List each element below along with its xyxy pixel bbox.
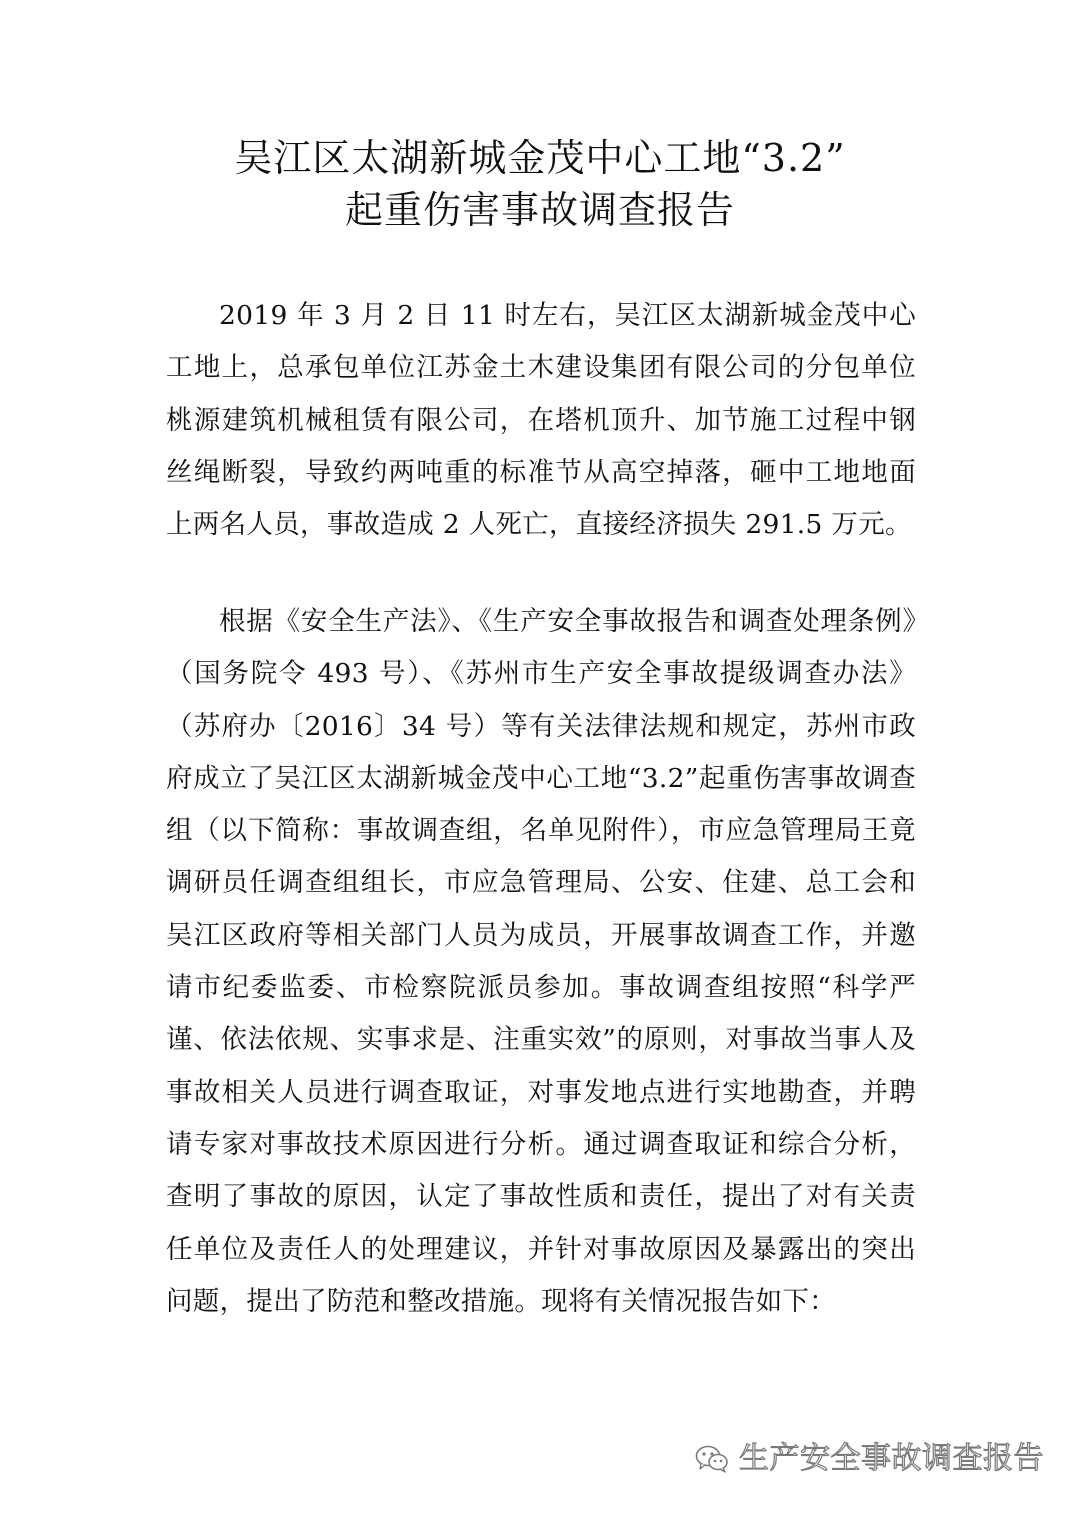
report-title-line-1: 吴江区太湖新城金茂中心工地“3.2” [234,136,846,180]
wechat-icon [695,1444,729,1474]
body-paragraph-summary: 2019 年 3 月 2 日 11 时左右，吴江区太湖新城金茂中心工地上，总承包单位江苏金土木建设集团有限公司的分包单位桃源建筑机械租赁有限公司，在塔机顶升、加节施工过程中钢丝绳断裂，导致约两吨重的标准节从高空掉落，砸中工地地面上两名人员，事故造成 2 人死亡，直接经济损失 291.5 万元。 [166,300,916,541]
account-watermark [695,1436,1044,1482]
report-title-line-2: 起重伤害事故调查报告 [344,188,735,232]
body-paragraph-investigation: 根据《安全生产法》、《生产安全事故报告和调查处理条例》（国务院令 493 号）、《苏州市生产安全事故提级调查办法》（苏府办〔2016〕34 号）等有关法律法规和规定，苏州市政府成立了吴江区太湖新城金茂中心工地“3.2”起重伤害事故调查组（以下简称：事故调查组，名单见附件），市应急管理局王竟调研员任调查组组长，市应急管理局、公安、住建、总工会和吴江区政府等相关部门人员为成员，开展事故调查工作，并邀请市纪委监委、市检察院派员参加。事故调查组按照“科学严谨、依法依规、实事求是、注重实效”的原则，对事故当事人及事故相关人员进行调查取证，对事发地点进行实地勘查，并聘请专家对事故技术原因进行分析。通过调查取证和综合分析，查明了事故的原因，认定了事故性质和责任，提出了对有关责任单位及责任人的处理建议，并针对事故原因及暴露出的突出问题，提出了防范和整改措施。现将有关情况报告如下： [166,606,916,1317]
watermark-text: 生产安全事故调查报告 [739,1441,1044,1476]
